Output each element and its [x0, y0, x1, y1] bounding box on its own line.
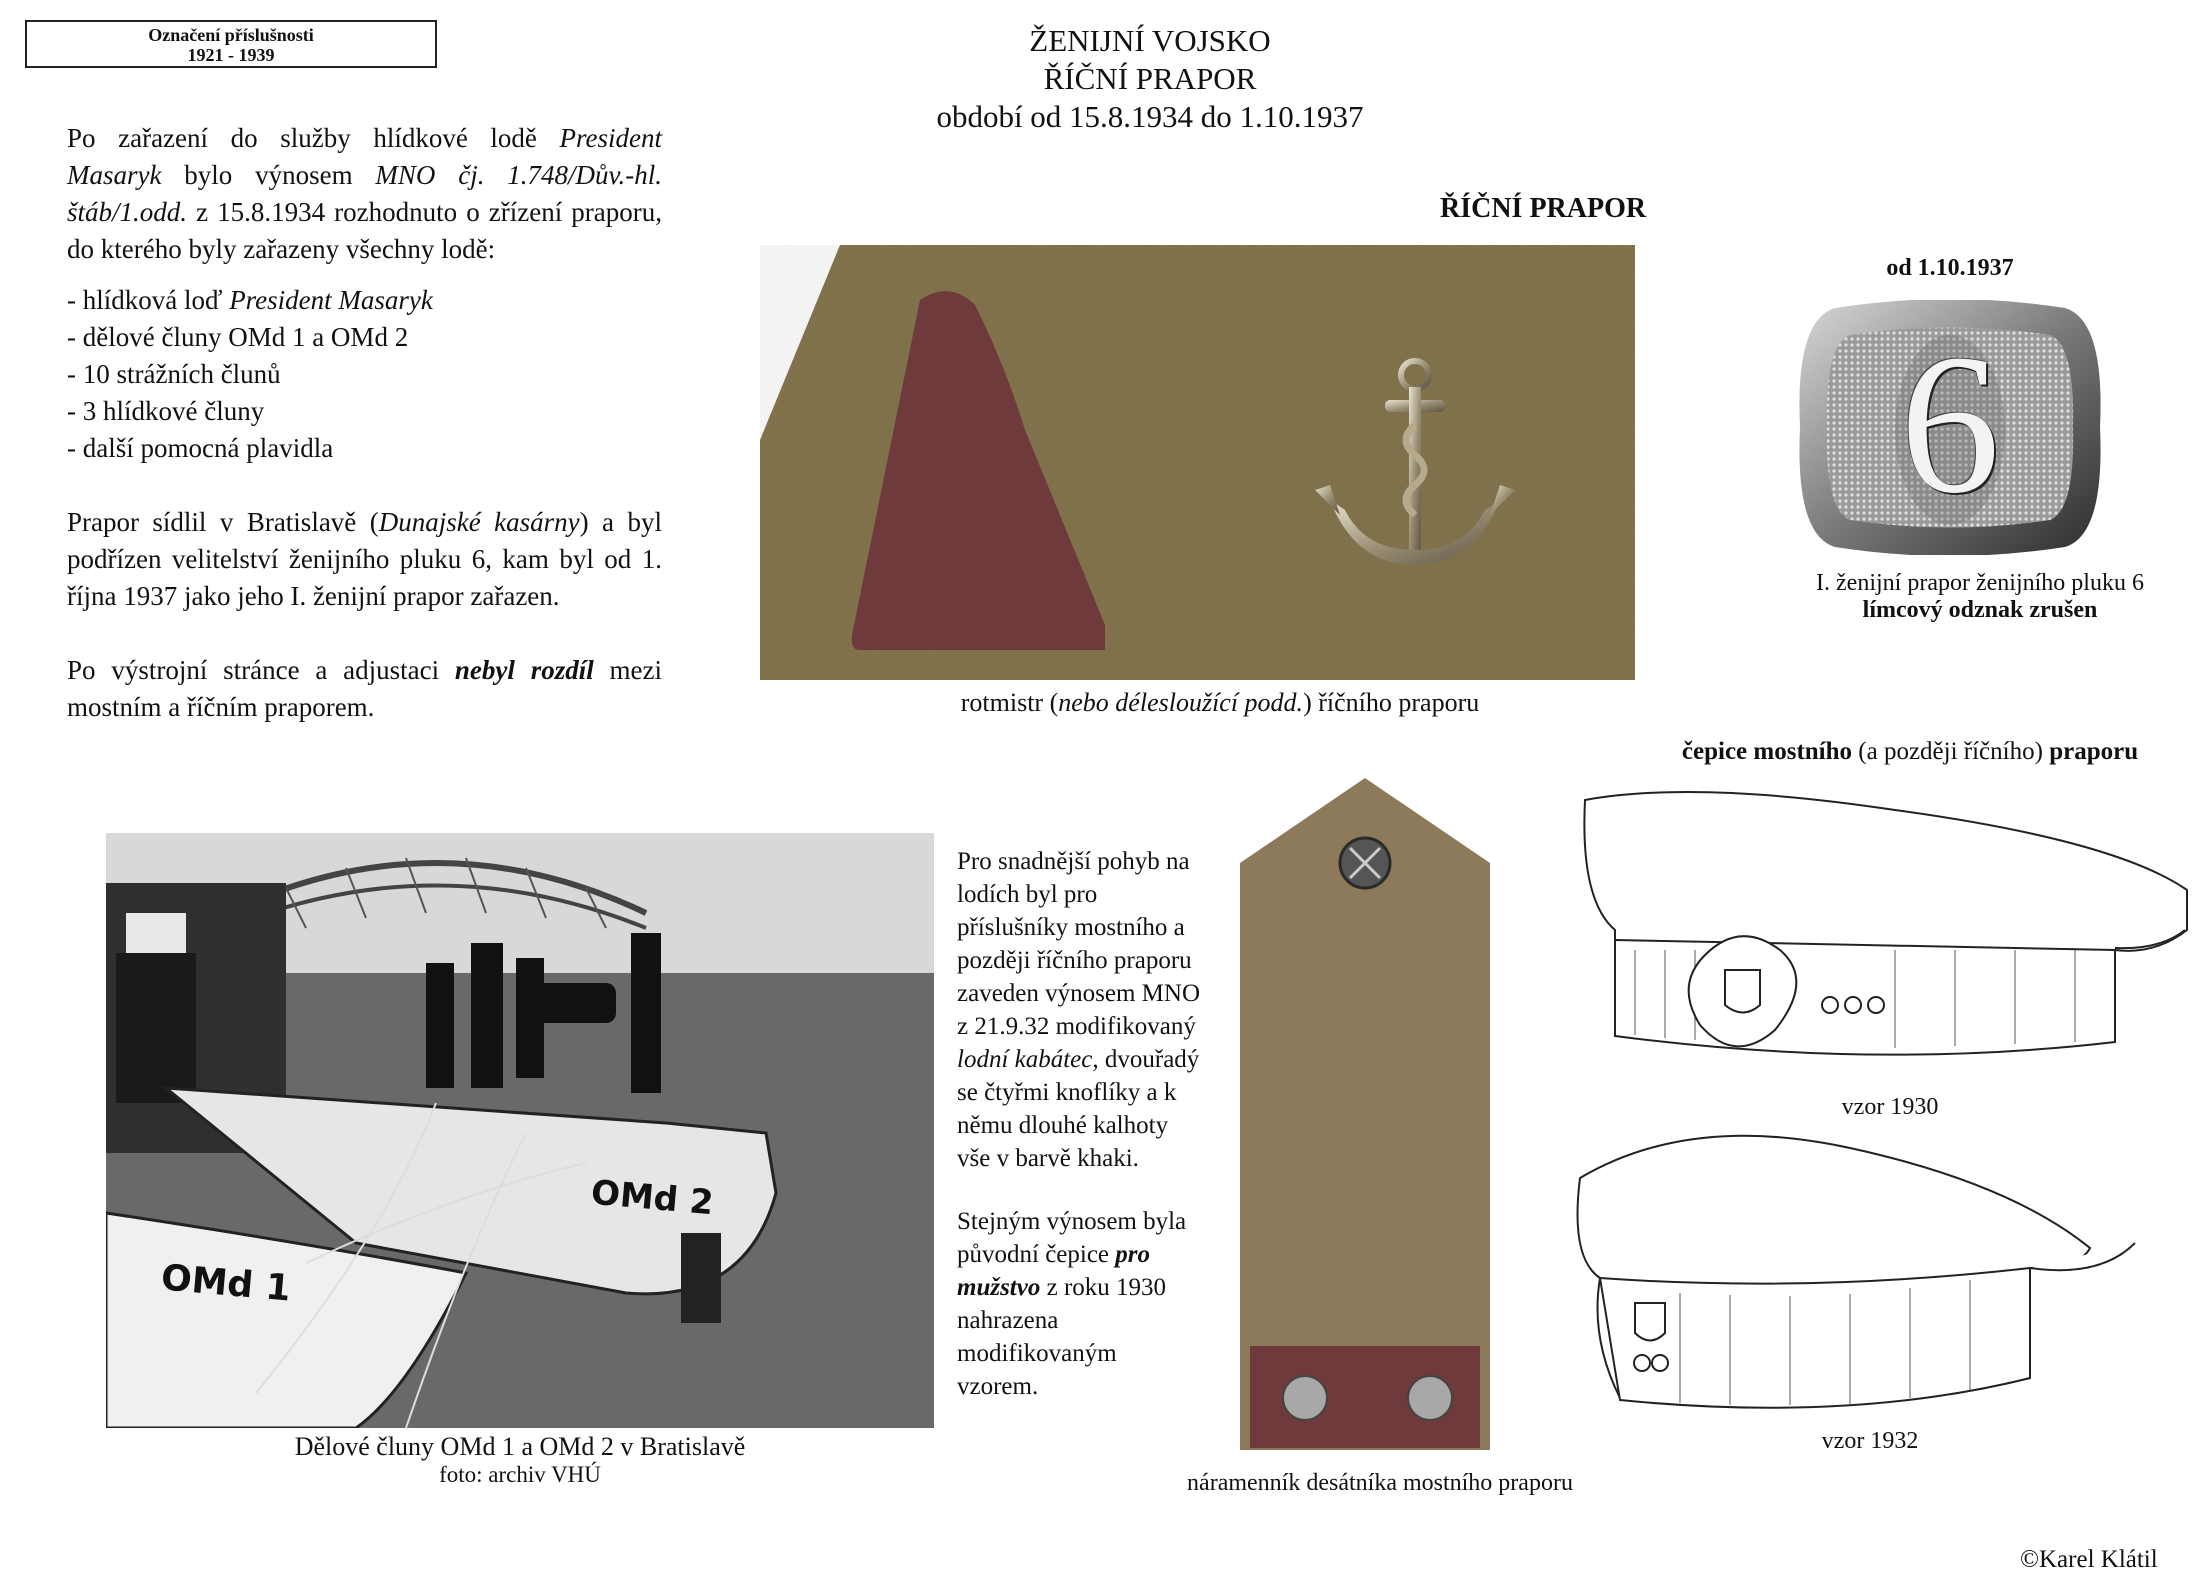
hull-label-omd1: OMd 1 [159, 1257, 293, 1310]
badge-heading: od 1.10.1937 [1886, 255, 2014, 281]
badge-caption-line2: límcový odznak zrušen [1862, 597, 2098, 623]
title-line1: ŽENIJNÍ VOJSKO [1029, 23, 1271, 58]
intro-paragraph-1: Po zařazení do služby hlídkové lodě President Masaryk bylo výnosem MNO čj. 1.748/Dův.-hl. štáb/1.odd. z 15.8.1934 rozhodnuto o zřízení praporu, do kterého byly zařazeny všechny lodě: [67, 123, 662, 264]
badge-image [1795, 300, 2105, 555]
page-title [840, 22, 1460, 136]
copyright: ©Karel Klátil [2020, 1546, 2158, 1573]
header-line1: Označení příslušnosti [148, 25, 314, 45]
crossed-swords-button-icon [1340, 838, 1390, 888]
list-item: - dělové čluny OMd 1 a OMd 2 [67, 322, 409, 352]
intro-paragraph-3: Po výstrojní stránce a adjustaci nebyl rozdíl mezi mostním a říčním praporem. [67, 655, 662, 722]
caps-heading: čepice mostního (a později říčního) praporu [1681, 738, 2139, 765]
section-title: ŘÍČNÍ PRAPOR [1440, 193, 1647, 224]
badge-caption [1780, 570, 2180, 624]
middle-paragraph-1: Pro snadnější pohyb na lodích byl pro příslušníky mostního a později říčního praporu zaveden výnosem MNO z 21.9.32 modifikovaný lodní kabátec, dvouřadý se čtyřmi knoflíky a k němu dlouhé kalhoty vše v barvě khaki. [957, 848, 1200, 1172]
shoulder-strap-image [1235, 778, 1495, 1450]
title-line3: období od 15.8.1934 do 1.10.1937 [936, 99, 1364, 134]
title-line2: ŘÍČNÍ PRAPOR [1043, 61, 1257, 96]
cap-1930-drawing [1575, 780, 2195, 1080]
vessel-list [67, 282, 662, 467]
list-item: - další pomocná plavidla [67, 433, 334, 463]
list-item: - 3 hlídkové čluny [67, 396, 265, 426]
badge-caption-line1: I. ženijní prapor ženijního pluku 6 [1816, 570, 2144, 596]
hull-label-omd2: OMd 2 [589, 1172, 716, 1224]
middle-paragraph-2: Stejným výnosem byla původní čepice pro mužstvo z roku 1930 nahrazena modifikovaným vzorem. [957, 1208, 1187, 1400]
gunboats-photo [106, 833, 934, 1428]
cap-1930-label: vzor 1930 [1841, 1094, 1939, 1120]
header-line2: 1921 - 1939 [187, 45, 275, 65]
cap-1932-drawing [1560, 1118, 2140, 1418]
intro-text [67, 120, 662, 726]
middle-text [957, 845, 1202, 1403]
button-icon [1408, 1376, 1452, 1420]
collar-caption: rotmistr (nebo délesloužící podd.) říčního praporu [960, 688, 1480, 717]
list-item: - hlídková loď President Masaryk [67, 285, 433, 315]
photo-caption-line1: Dělové čluny OMd 1 a OMd 2 v Bratislavě [294, 1432, 746, 1461]
photo-caption-line2: foto: archiv VHÚ [439, 1462, 601, 1487]
photo-caption [106, 1432, 934, 1488]
badge-number: 6 [1900, 314, 2000, 535]
list-item: - 10 strážních člunů [67, 359, 281, 389]
button-icon [1283, 1376, 1327, 1420]
shoulder-strap-caption: náramenník desátníka mostního praporu [1187, 1470, 1573, 1496]
intro-paragraph-2: Prapor sídlil v Bratislavě (Dunajské kasárny) a byl podřízen velitelství ženijního pluku 6, kam byl od 1. října 1937 jako jeho I. ženijní prapor zařazen. [67, 507, 662, 611]
cap-1932-label: vzor 1932 [1821, 1428, 1919, 1454]
header-box [25, 20, 437, 68]
collar-patch-image [760, 245, 1635, 680]
